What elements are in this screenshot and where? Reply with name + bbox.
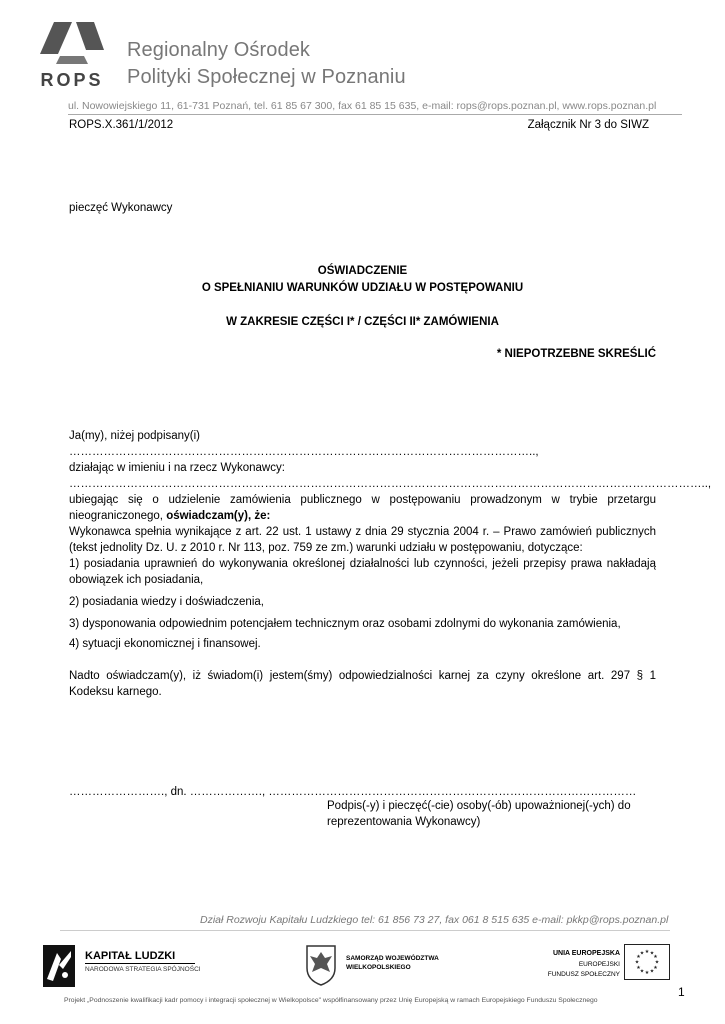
document-reference: ROPS.X.361/1/2012	[69, 119, 174, 131]
page-number: 1	[678, 985, 685, 999]
project-note: Projekt „Podnoszenie kwalifikacji kadr pomocy i integracji społecznej w Wielkopolsce" współfinansowany przez Unię Europejską w ramach Europejskiego Funduszu Społecznego	[64, 997, 598, 1004]
procurement-statement	[69, 492, 656, 524]
condition-item-3: 3) dysponowania odpowiednim potencjałem technicznym oraz osobami zdolnymi do wykonania zamówienia,	[69, 618, 621, 630]
rops-logo	[36, 20, 108, 92]
svg-text:★: ★	[636, 965, 641, 971]
document-title: OŚWIADCZENIE	[317, 265, 408, 277]
eu-fund-line2: FUNDUSZ SPOŁECZNY	[547, 971, 620, 978]
samorzad-line1: SAMORZĄD WOJEWÓDZTWA	[346, 955, 439, 962]
org-name-line2: Polityki Społecznej w Poznaniu	[127, 66, 406, 88]
statement-body	[69, 428, 712, 700]
svg-text:★: ★	[654, 959, 660, 966]
requirements-statement: Wykonawca spełnia wynikające z art. 22 ust. 1 ustawy z dnia 29 stycznia 2004 r. – Prawo zamówień publicznych (tekst jednolity Dz. U. z 2010 r. Nr 113, poz. 759 ze zm.) warunki udziału w postępowaniu, dotyczące:	[69, 526, 656, 554]
eu-title: UNIA EUROPEJSKA	[552, 950, 620, 957]
svg-text:★: ★	[644, 970, 650, 976]
acting-on-behalf: działając w imieniu i na rzecz Wykonawcy:	[69, 462, 285, 474]
org-name-line1: Regionalny Ośrodek	[127, 39, 311, 61]
kapital-ludzki-logo-icon	[43, 945, 75, 987]
procurement-text: ubiegając się o udzielenie zamówienia publicznego w postępowaniu prowadzonym w trybie przetargu nieograniczonego,	[69, 494, 656, 522]
signatory-line: Ja(my), niżej podpisany(i) …………………………………………………………………………………………………………..,	[69, 430, 539, 458]
kapital-ludzki-subtitle: NARODOWA STRATEGIA SPÓJNOŚCI	[85, 966, 201, 973]
samorzad-line2: WIELKOPOLSKIEGO	[346, 964, 411, 971]
svg-text:★: ★	[649, 950, 655, 957]
kapital-ludzki-title: KAPITAŁ LUDZKI	[85, 950, 176, 962]
condition-item-4: 4) sytuacji ekonomicznej i finansowej.	[69, 638, 261, 650]
svg-text:★: ★	[636, 954, 641, 960]
wielkopolska-coat-of-arms-icon	[305, 944, 337, 986]
contractor-line: …………………………………………………………………………………………………………………………………………………..,	[69, 478, 712, 490]
logo-text: ROPS	[40, 70, 104, 90]
declaration-phrase: oświadczam(y), że:	[166, 510, 271, 522]
svg-text:★: ★	[639, 950, 645, 957]
svg-text:★: ★	[634, 959, 640, 966]
strike-note: * NIEPOTRZEBNE SKREŚLIĆ	[496, 348, 656, 360]
liability-statement: Nadto oświadczam(y), iż świadom(i) jestem(śmy) odpowiedzialności karnej za czyny określone art. 297 § 1 Kodeksu karnego.	[69, 670, 656, 698]
condition-item-1: 1) posiadania uprawnień do wykonywania określonej działalności lub czynności, jeżeli przepisy prawa nakładają obowiązek ich posiadania,	[69, 558, 656, 586]
svg-text:★: ★	[653, 954, 658, 960]
signature-caption: Podpis(-y) i pieczęć(-cie) osoby(-ób) upoważnionej(-ych) do reprezentowania Wykonawcy)	[327, 800, 631, 828]
eu-fund-line1: EUROPEJSKI	[578, 961, 620, 968]
document-scope: W ZAKRESIE CZĘŚCI I* / CZĘŚCI II* ZAMÓWIENIA	[226, 316, 499, 328]
svg-text:★: ★	[644, 949, 650, 955]
footer-contact: Dział Rozwoju Kapitału Ludzkiego tel: 61 856 73 27, fax 061 8 515 635 e-mail: pkkp@rops.poznan.pl	[200, 914, 669, 926]
svg-text:★: ★	[653, 965, 658, 971]
header-divider	[68, 114, 682, 115]
condition-item-2: 2) posiadania wiedzy i doświadczenia,	[69, 596, 264, 608]
stamp-label: pieczęć Wykonawcy	[69, 202, 173, 214]
document-subtitle: O SPEŁNIANIU WARUNKÓW UDZIAŁU W POSTĘPOWANIU	[201, 282, 524, 294]
header-contact: ul. Nowowiejskiego 11, 61-731 Poznań, tel. 61 85 67 300, fax 61 85 15 635, e-mail: rops@rops.poznan.pl, www.rops.poznan.pl	[68, 100, 657, 112]
attachment-label: Załącznik Nr 3 do SIWZ	[527, 119, 649, 131]
kapital-ludzki-divider	[85, 963, 195, 964]
svg-text:★: ★	[649, 968, 655, 975]
svg-text:★: ★	[639, 968, 645, 975]
footer-divider	[60, 930, 670, 931]
eu-flag-icon	[624, 944, 670, 980]
signature-place-date: ……………………., dn. ………………., ……………………………………………………………………………………	[69, 786, 637, 798]
